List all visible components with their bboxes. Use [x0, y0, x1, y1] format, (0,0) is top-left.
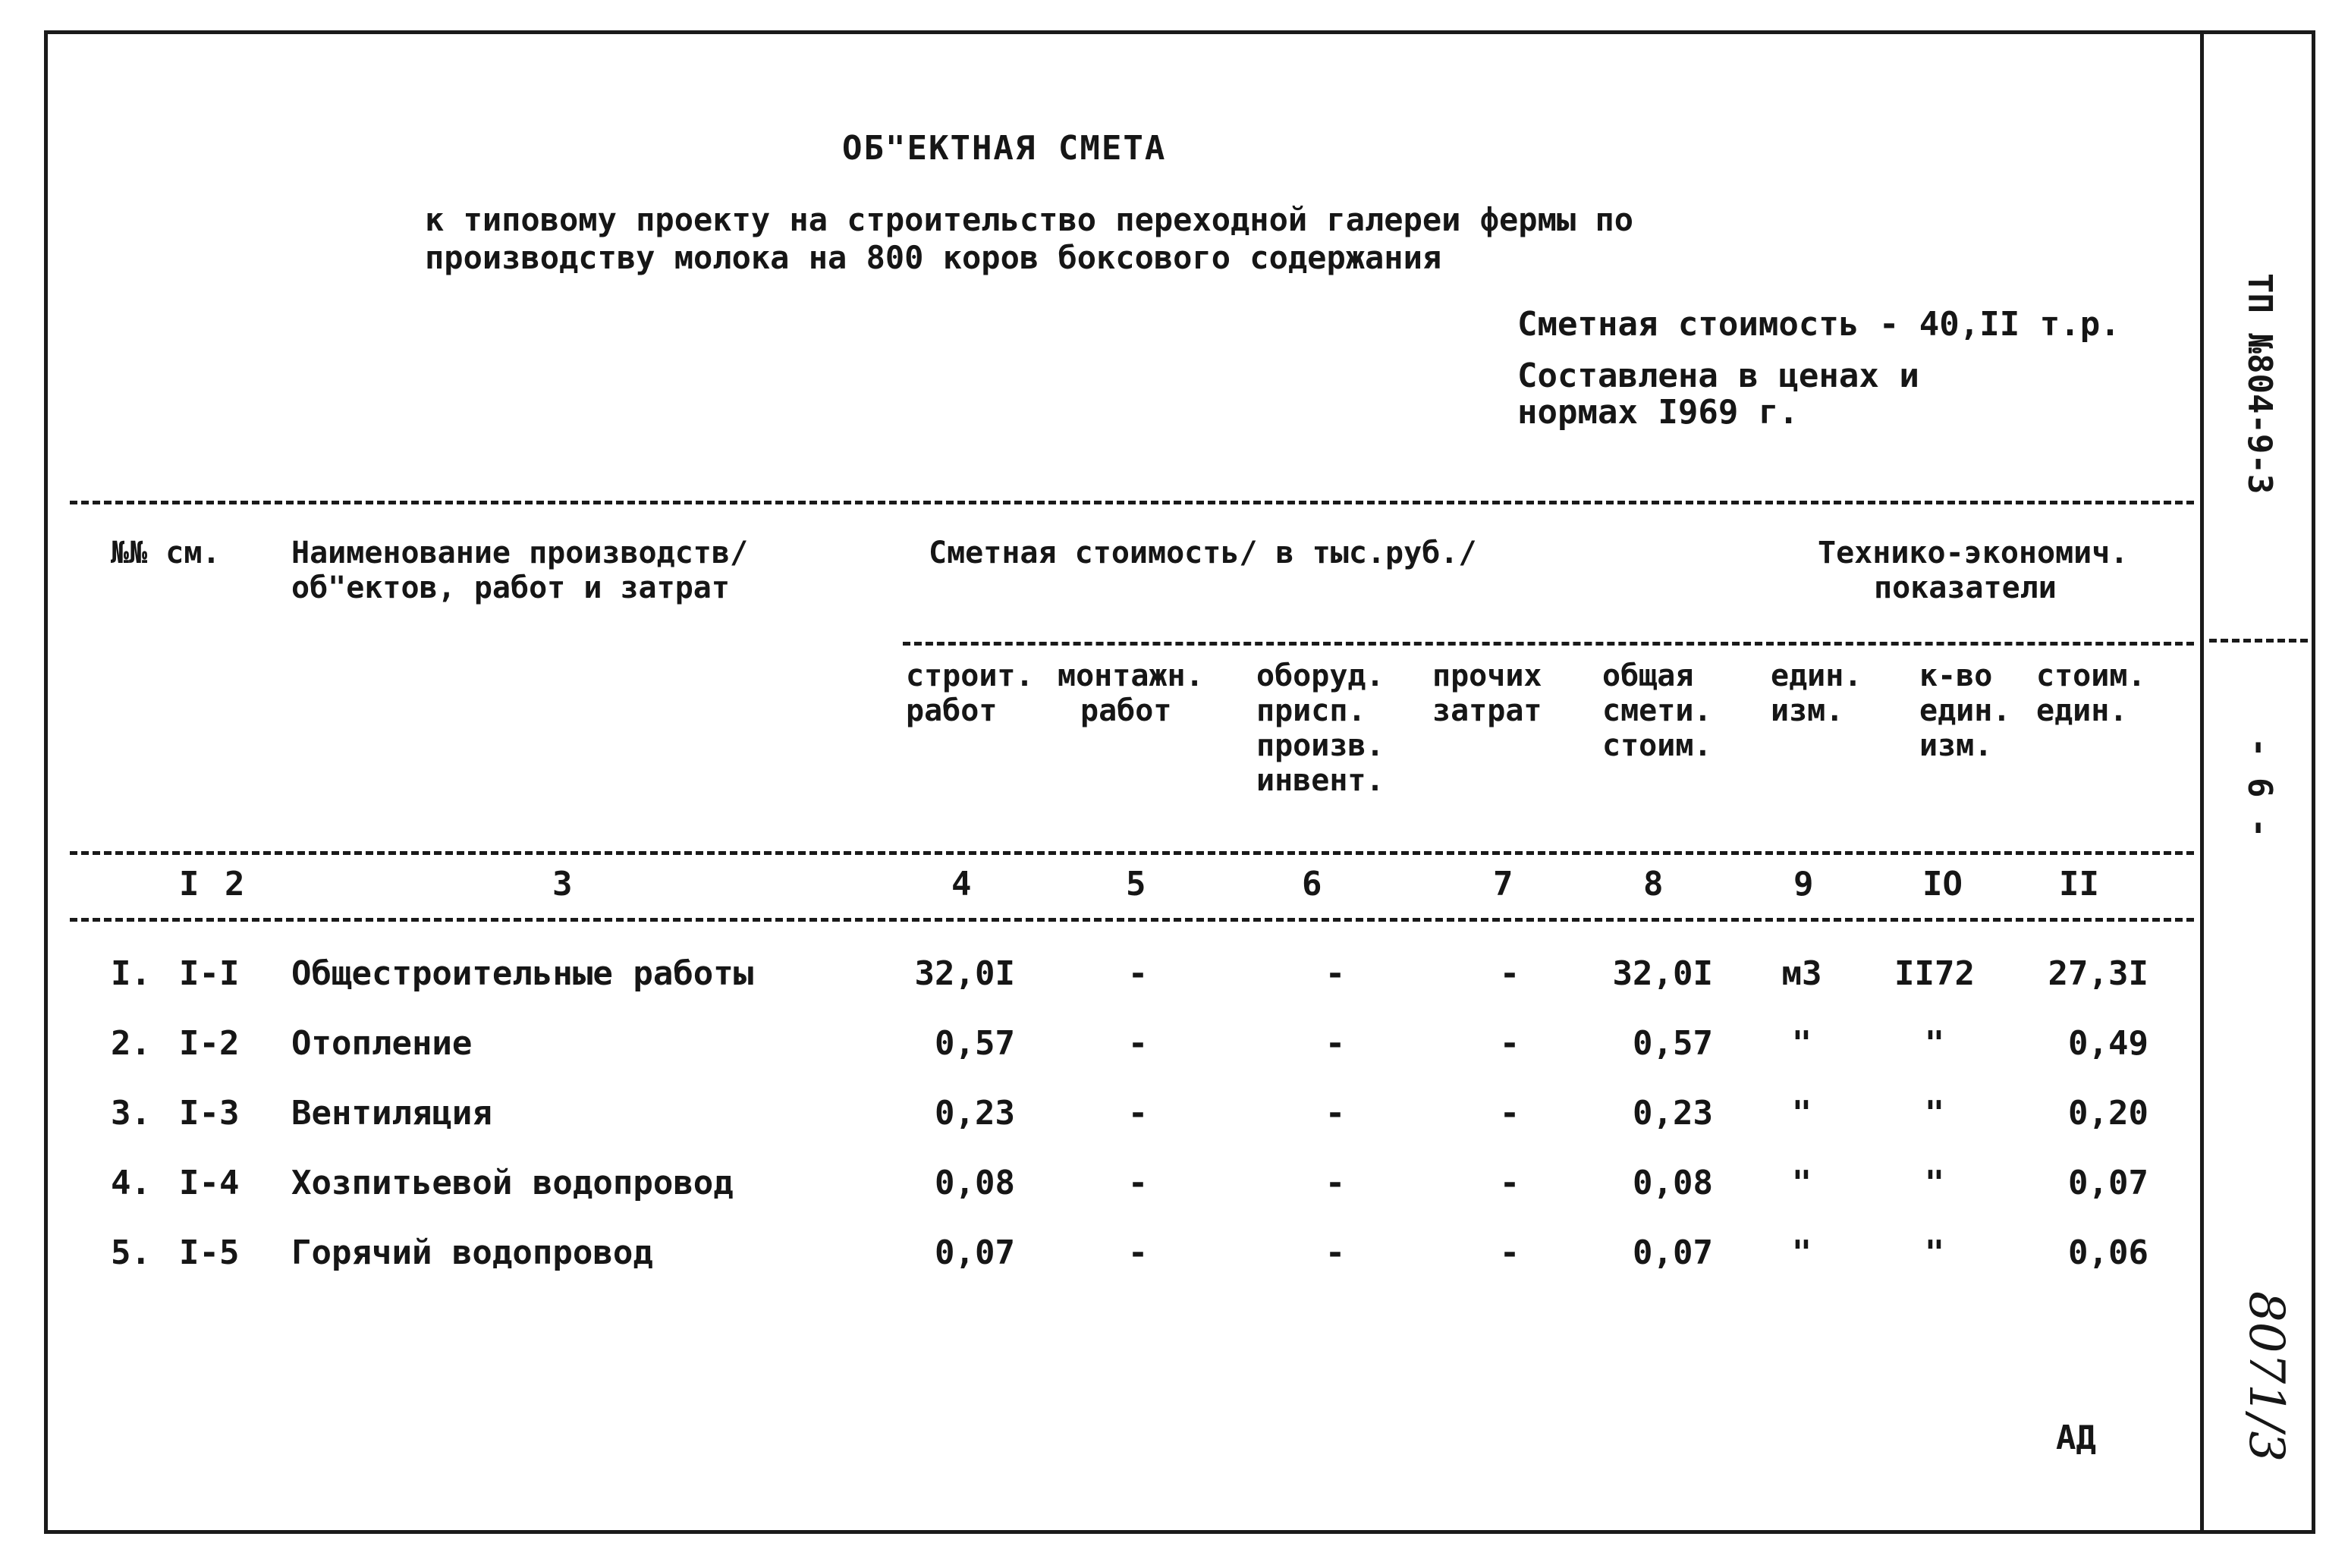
subheader-total-cost: общая смети. стоим.	[1602, 658, 1712, 763]
row-installation-cost: -	[1127, 1164, 1149, 1202]
row-other-cost: -	[1499, 954, 1520, 993]
column-number-7: 7	[1493, 865, 1513, 903]
header-tech-line1: Технико-экономич.	[1818, 536, 2129, 570]
row-code: I-4	[179, 1164, 240, 1202]
column-number-10: IO	[1922, 865, 1963, 903]
column-number-4: 4	[951, 865, 972, 903]
row-other-cost: -	[1499, 1094, 1520, 1133]
row-installation-cost: -	[1127, 1024, 1149, 1063]
row-unit: "	[1791, 1164, 1812, 1202]
row-unit-cost: 0,07	[2068, 1164, 2148, 1202]
rule-after-column-numbers	[70, 918, 2194, 922]
row-unit: м3	[1781, 954, 1822, 993]
row-number: 2.	[111, 1024, 151, 1063]
rule-subheader	[903, 642, 2194, 646]
row-unit: "	[1791, 1094, 1812, 1133]
subheader-unit: един. изм.	[1771, 658, 1862, 728]
rule-side-stamp	[2209, 639, 2308, 643]
row-construction-cost: 0,57	[935, 1024, 1015, 1063]
compiled-prices-line2: нормах I969 г.	[1517, 393, 1799, 432]
document-subtitle-line2: производству молока на 800 коров боксового содержания	[425, 239, 1442, 276]
subheader-quantity: к-во един. изм.	[1919, 658, 2011, 763]
row-equipment-cost: -	[1325, 1233, 1346, 1272]
column-number-1: I	[179, 865, 200, 903]
row-total-cost: 0,23	[1633, 1094, 1713, 1133]
row-quantity: "	[1924, 1094, 1945, 1133]
row-code: I-3	[179, 1094, 240, 1133]
row-code: I-5	[179, 1233, 240, 1272]
row-equipment-cost: -	[1325, 1024, 1346, 1063]
column-number-5: 5	[1126, 865, 1146, 903]
subheader-construction: строит. работ	[906, 658, 1034, 728]
row-quantity: "	[1924, 1024, 1945, 1063]
subheader-equipment: оборуд. присп. произв. инвент.	[1256, 658, 1385, 798]
row-name: Горячий водопровод	[291, 1233, 653, 1272]
side-project-code: ТП №804-9-3	[2240, 273, 2279, 495]
row-construction-cost: 0,07	[935, 1233, 1015, 1272]
rule-top	[70, 501, 2194, 504]
row-other-cost: -	[1499, 1233, 1520, 1272]
row-name: Отопление	[291, 1024, 473, 1063]
column-number-3: 3	[552, 865, 573, 903]
column-number-6: 6	[1302, 865, 1322, 903]
header-tech-line2: показатели	[1874, 570, 2057, 605]
header-cost-group: Сметная стоимость/ в тыс.руб./	[929, 536, 1477, 570]
row-name: Хозпитьевой водопровод	[291, 1164, 734, 1202]
subheader-installation: монтажн. работ	[1058, 658, 1204, 728]
row-total-cost: 0,07	[1633, 1233, 1713, 1272]
row-code: I-2	[179, 1024, 240, 1063]
row-installation-cost: -	[1127, 1233, 1149, 1272]
row-quantity: "	[1924, 1233, 1945, 1272]
row-construction-cost: 0,23	[935, 1094, 1015, 1133]
row-equipment-cost: -	[1325, 1094, 1346, 1133]
column-number-8: 8	[1643, 865, 1664, 903]
row-construction-cost: 0,08	[935, 1164, 1015, 1202]
row-installation-cost: -	[1127, 1094, 1149, 1133]
row-total-cost: 0,08	[1633, 1164, 1713, 1202]
row-equipment-cost: -	[1325, 954, 1346, 993]
row-name: Вентиляция	[291, 1094, 492, 1133]
header-num: №№ см.	[111, 536, 221, 570]
document-subtitle-line1: к типовому проекту на строительство переходной галереи фермы по	[425, 201, 1634, 238]
side-stamp-divider	[2200, 30, 2204, 1534]
side-page-marker: - 6 -	[2240, 737, 2279, 838]
rule-before-column-numbers	[70, 851, 2194, 855]
side-handwritten-number: 8071/3	[2238, 1291, 2294, 1463]
header-name-line1: Наименование производств/	[291, 536, 749, 570]
row-code: I-I	[179, 954, 240, 993]
row-unit-cost: 0,20	[2068, 1094, 2148, 1133]
row-number: I.	[111, 954, 151, 993]
row-quantity: II72	[1894, 954, 1975, 993]
column-number-2: 2	[225, 865, 245, 903]
row-unit-cost: 0,49	[2068, 1024, 2148, 1063]
header-name-line2: об"ектов, работ и затрат	[291, 570, 730, 605]
row-number: 3.	[111, 1094, 151, 1133]
row-quantity: "	[1924, 1164, 1945, 1202]
row-equipment-cost: -	[1325, 1164, 1346, 1202]
row-installation-cost: -	[1127, 954, 1149, 993]
row-construction-cost: 32,0I	[914, 954, 1015, 993]
row-name: Общестроительные работы	[291, 954, 754, 993]
row-unit: "	[1791, 1024, 1812, 1063]
compiled-prices-line1: Составлена в ценах и	[1517, 357, 1919, 395]
row-number: 4.	[111, 1164, 151, 1202]
row-unit: "	[1791, 1233, 1812, 1272]
row-other-cost: -	[1499, 1024, 1520, 1063]
row-number: 5.	[111, 1233, 151, 1272]
subheader-unit-cost: стоим. един.	[2036, 658, 2146, 728]
row-total-cost: 32,0I	[1612, 954, 1713, 993]
column-number-9: 9	[1793, 865, 1814, 903]
subheader-other-costs: прочих затрат	[1432, 658, 1542, 728]
row-unit-cost: 27,3I	[2048, 954, 2148, 993]
column-number-11: II	[2059, 865, 2099, 903]
footer-initials: АД	[2056, 1419, 2096, 1457]
row-total-cost: 0,57	[1633, 1024, 1713, 1063]
estimate-cost: Сметная стоимость - 40,II т.р.	[1517, 305, 2120, 344]
document-title: ОБ"ЕКТНАЯ СМЕТА	[842, 129, 1167, 168]
row-unit-cost: 0,06	[2068, 1233, 2148, 1272]
row-other-cost: -	[1499, 1164, 1520, 1202]
